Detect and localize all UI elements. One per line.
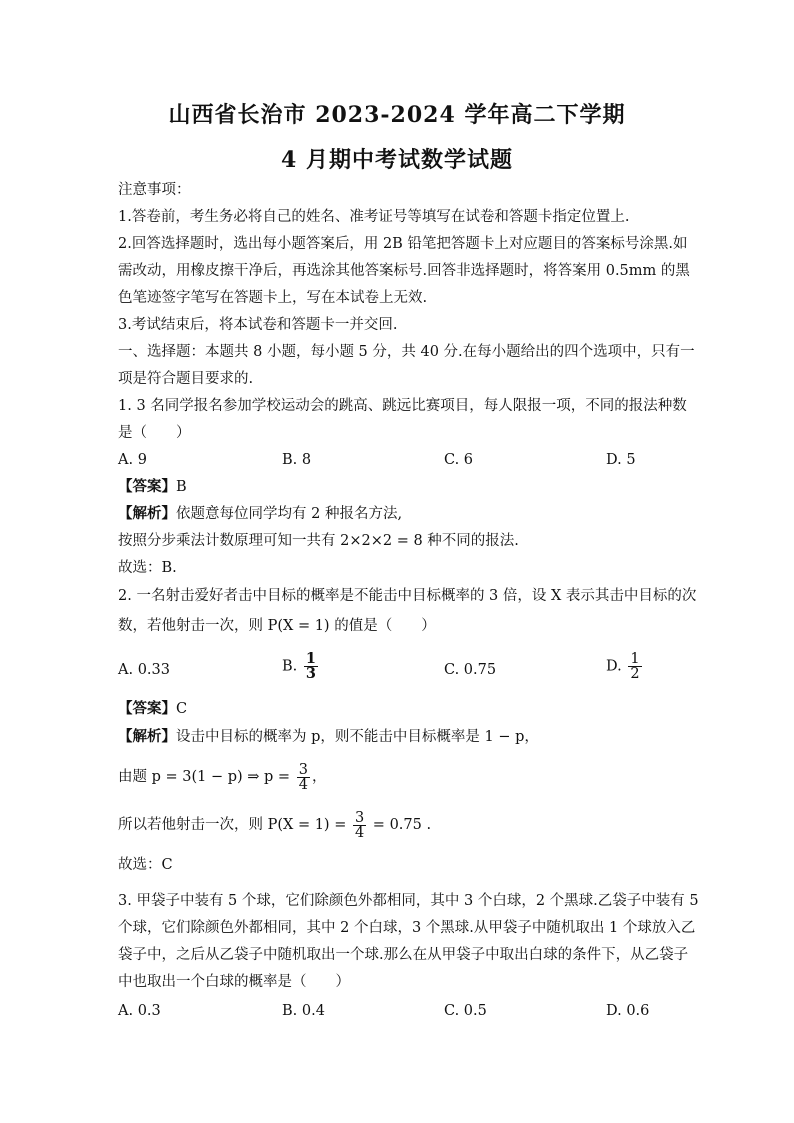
fraction [353,811,366,840]
q1-conclusion: 故选：B. [118,560,177,576]
q3-stem-line2: 个球，它们除颜色外都相同，其中 2 个白球，3 个黑球.从甲袋子中随机取出 1 个球放入乙 [118,920,696,936]
answer-value: B [176,479,187,495]
q3-stem-line3: 袋子中，之后从乙袋子中随机取出一个球.那么在从甲袋子中取出白球的条件下，从乙袋子 [118,947,689,963]
q1-option-d: D. 5 [606,452,636,468]
exam-title-line1: 山西省长治市 2023-2024 学年高二下学期 [168,102,626,128]
notice-heading: 注意事项： [118,182,191,198]
q2-option-a: A. 0.33 [118,662,170,678]
option-label: B. [282,658,298,675]
answer-value: C [176,701,188,717]
q2-analysis-line1 [118,727,539,747]
notice-item-2c: 色笔迹签字笔写在答题卡上，写在本试卷上无效. [118,290,428,306]
notice-item-2a: 2.回答选择题时，选出每小题答案后，用 2B 铅笔把答题卡上对应题目的答案标号涂黑.如 [118,236,688,252]
analysis-label: 【解析】 [118,505,176,522]
q2-option-d [606,652,644,681]
q3-option-c: C. 0.5 [444,1003,487,1019]
q1-option-b: B. 8 [282,452,312,468]
notice-item-1: 1.答卷前，考生务必将自己的姓名、准考证号等填写在试卷和答题卡指定位置上. [118,209,630,225]
analysis-label: 【解析】 [118,728,176,745]
fraction [304,652,318,681]
equation-text: 由题 p = 3(1 − p) ⇒ p = [118,769,295,785]
equation-text: = 0.75 . [368,817,432,833]
fraction-numerator: 1 [305,650,316,667]
equation-text: ， [311,769,327,785]
fraction-denominator: 4 [298,776,308,793]
q3-stem-line1: 3. 甲袋子中装有 5 个球，它们除颜色外都相同，其中 3 个白球，2 个黑球.乙袋子中装有 5 [118,893,699,909]
q2-option-c: C. 0.75 [444,662,497,678]
q2-analysis-line2 [118,762,326,792]
fraction-numerator: 1 [630,651,640,667]
q2-option-b [282,652,320,681]
q1-answer [118,477,187,497]
q1-stem-line1: 1. 3 名同学报名参加学校运动会的跳高、跳远比赛项目，每人限报一项，不同的报法种数 [118,398,687,414]
q3-option-a: A. 0.3 [118,1003,161,1019]
q2-conclusion: 故选：C [118,857,173,873]
q2-stem-line1: 2. 一名射击爱好者击中目标的概率是不能击中目标概率的 3 倍，设 X 表示其击中目标的次 [118,588,697,604]
equation-text: 所以若他射击一次，则 P(X = 1) = [118,817,351,833]
fraction-numerator: 3 [298,761,308,778]
q1-option-c: C. 6 [444,452,474,468]
answer-label: 【答案】 [118,700,176,717]
q1-analysis-line1 [118,504,402,524]
q3-stem-line4: 中也取出一个白球的概率是（ ） [118,974,350,990]
section1-heading-cont: 项是符合题目要求的. [118,371,254,387]
notice-item-3: 3.考试结束后，将本试卷和答题卡一并交回. [118,317,398,333]
analysis-text: 依题意每位同学均有 2 种报名方法, [176,506,403,522]
q1-option-a: A. 9 [118,452,147,468]
fraction [297,763,310,792]
notice-item-2b: 需改动，用橡皮擦干净后，再选涂其他答案标号.回答非选择题时，将答案用 0.5mm 的黑 [118,263,690,279]
q2-stem-line2: 数，若他射击一次，则 P(X = 1) 的值是（ ） [118,618,436,634]
fraction-denominator: 2 [630,666,640,682]
exam-title-line2: 4 月期中考试数学试题 [281,147,513,173]
q3-option-d: D. 0.6 [606,1003,650,1019]
analysis-text: 设击中目标的概率为 p，则不能击中目标概率是 1 − p， [176,729,539,745]
fraction-numerator: 3 [354,809,365,826]
answer-label: 【答案】 [118,478,176,495]
q2-answer [118,699,187,719]
section1-heading: 一、选择题：本题共 8 小题，每小题 5 分，共 40 分.在每小题给出的四个选项中，只有一 [118,344,695,360]
q1-analysis-line2: 按照分步乘法计数原理可知一共有 2×2×2 = 8 种不同的报法. [118,533,519,549]
q2-analysis-line3 [118,810,431,840]
fraction [628,652,641,681]
q3-option-b: B. 0.4 [282,1003,325,1019]
fraction-denominator: 4 [354,824,365,841]
q1-stem-line2: 是（ ） [118,425,191,441]
fraction-denominator: 3 [305,665,316,682]
option-label: D. [606,658,622,675]
